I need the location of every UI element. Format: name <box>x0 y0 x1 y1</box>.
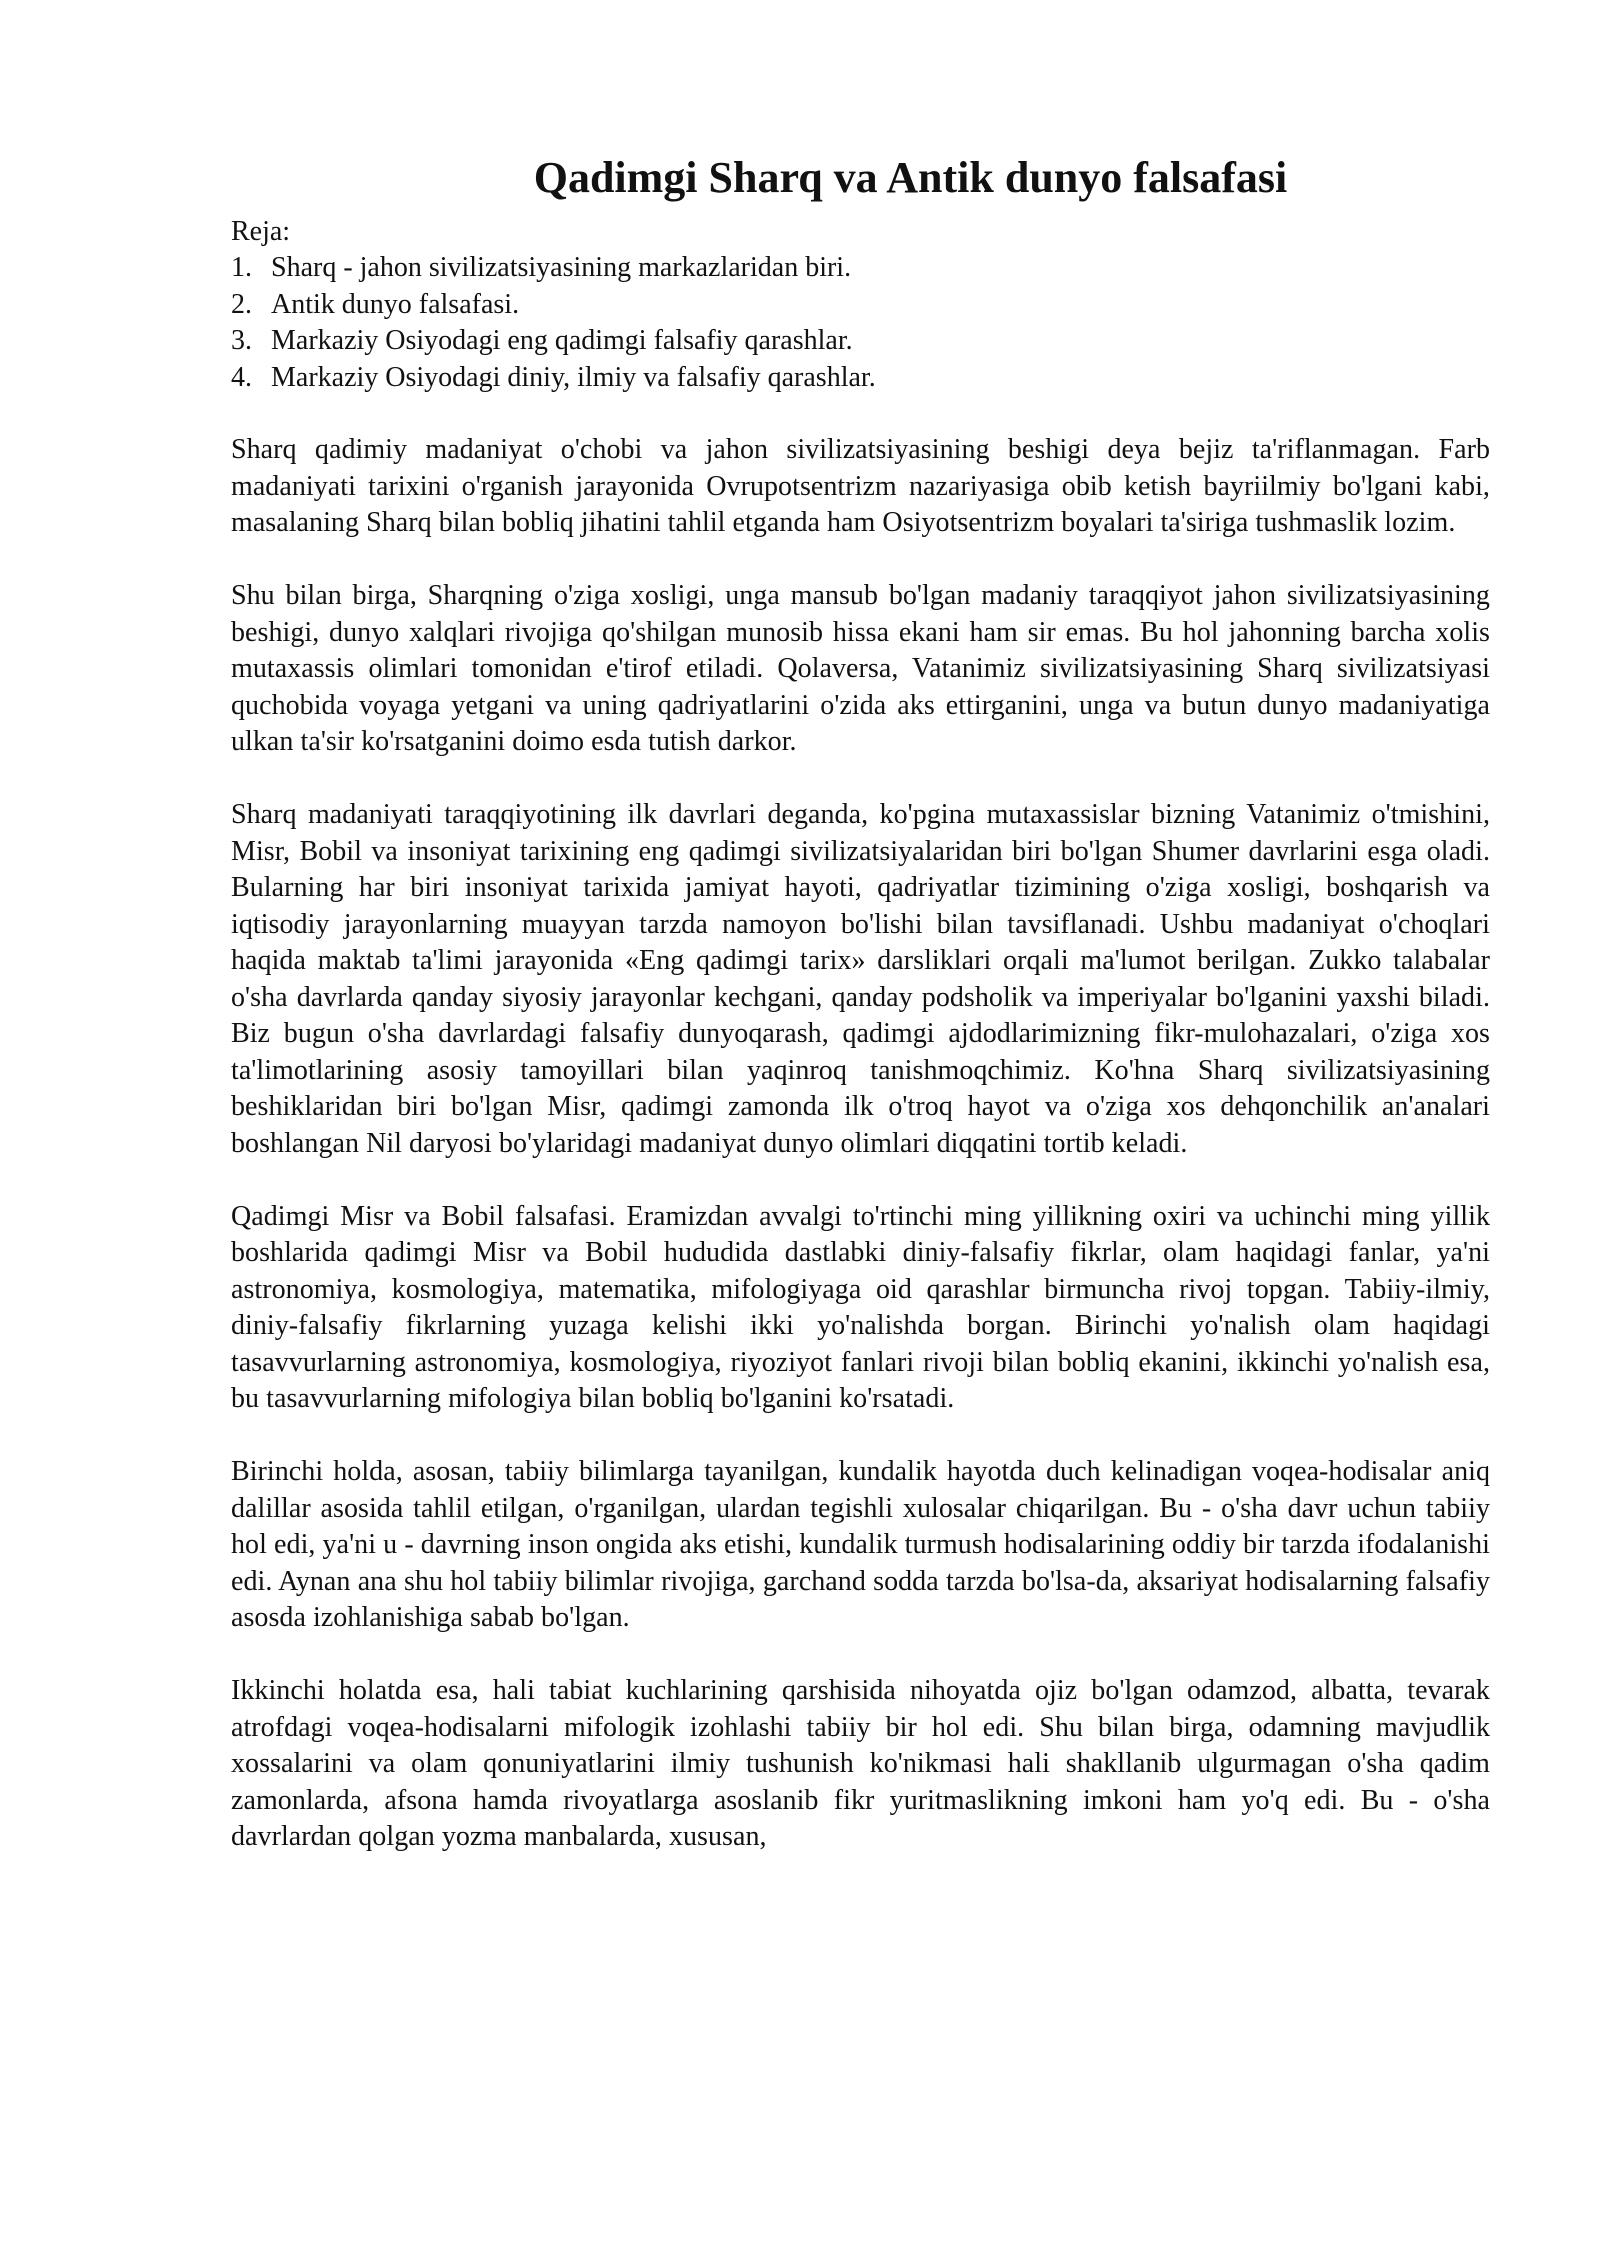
body-paragraph: Sharq qadimiy madaniyat o'chobi va jahon sivilizatsiyasining beshigi deya bejiz ta'riflanmagan. Farb madaniyati tarixini o'rganish jarayonida Ovrupotsentrizm nazariyasiga obib ketish bayriilmiy bo'lgani kabi, masalaning Sharq bilan bobliq jihatini tahlil etganda ham Osiyotsentrizm boyalari ta'siriga tushmaslik lozim. <box>231 434 1490 538</box>
body-paragraph: Birinchi holda, asosan, tabiiy bilimlarga tayanilgan, kundalik hayotda duch kelinadigan voqea-hodisalar aniq dalillar asosida tahlil etilgan, o'rganilgan, ulardan tegishli xulosalar chiqarilgan. Bu - o'sha davr uchun tabiiy hol edi, ya'ni u - davrning inson ongida aks etishi, kundalik turmush hodisalarining oddiy bir tarzda ifodalanishi edi. Aynan ana shu hol tabiiy bilimlar rivojiga, garchand sodda tarzda bo'lsa-da, aksariyat hodisalarning falsafiy asosda izohlanishiga sabab bo'lgan. <box>231 1456 1490 1633</box>
plan-item <box>231 360 1490 397</box>
body-paragraph: Qadimgi Misr va Bobil falsafasi. Eramizdan avvalgi to'rtinchi ming yillikning oxiri va uchinchi ming yillik boshlarida qadimgi Misr va Bobil hududida dastlabki diniy-falsafiy fikrlar, olam haqidagi fanlar, ya'ni astronomiya, kosmologiya, matematika, mifologiyaga oid qarashlar birmuncha rivoj topgan. Tabiiy-ilmiy, diniy-falsafiy fikrlarning yuzaga kelishi ikki yo'nalishda borgan. Birinchi yo'nalish olam haqidagi tasavvurlarning astronomiya, kosmologiya, riyoziyot fanlari rivoji bilan bobliq ekanini, ikkinchi yo'nalish esa, bu tasavvurlarning mifologiya bilan bobliq bo'lganini ko'rsatadi. <box>231 1200 1490 1414</box>
plan-item-number: 1. <box>231 252 252 283</box>
plan-item <box>231 323 1490 360</box>
plan-item-text: Antik dunyo falsafasi. <box>271 288 520 320</box>
plan-item-number: 4. <box>231 361 252 393</box>
plan-item <box>231 287 1490 324</box>
plan-item <box>231 250 1490 287</box>
plan-item-text: Markaziy Osiyodagi eng qadimgi falsafiy qarashlar. <box>271 325 853 356</box>
body-paragraph: Shu bilan birga, Sharqning o'ziga xosligi, unga mansub bo'lgan madaniy taraqqiyot jahon sivilizatsiyasining beshigi, dunyo xalqlari rivojiga qo'shilgan munosib hissa ekani ham sir emas. Bu hol jahonning barcha xolis mutaxassis olimlari tomonidan e'tirof etiladi. Qolaversa, Vatanimiz sivilizatsiyasining Sharq sivilizatsiyasi quchobida voyaga yetgani va uning qadriyatlarini o'zida aks ettirganini, unga va butun dunyo madaniyatiga ulkan ta'sir ko'rsatganini doimo esda tutish darkor. <box>231 580 1490 757</box>
plan-list <box>231 250 1490 396</box>
document-title: Qadimgi Sharq va Antik dunyo falsafasi <box>533 153 1288 202</box>
plan-item-text: Markaziy Osiyodagi diniy, ilmiy va falsafiy qarashlar. <box>271 361 876 393</box>
plan-item-number: 2. <box>231 288 252 320</box>
plan-item-number: 3. <box>231 325 252 356</box>
body-paragraph: Sharq madaniyati taraqqiyotining ilk davrlari deganda, ko'pgina mutaxassislar bizning Vatanimiz o'tmishini, Misr, Bobil va insoniyat tarixining eng qadimgi sivilizatsiyalaridan biri bo'lgan Shumer davrlarini esga oladi. Bularning har biri insoniyat tarixida jamiyat hayoti, qadriyatlar tizimining o'ziga xosligi, boshqarish va iqtisodiy jarayonlarning muayyan tarzda namoyon bo'lishi bilan tavsiflanadi. Ushbu madaniyat o'choqlari haqida maktab ta'limi jarayonida «Eng qadimgi tarix» darsliklari orqali ma'lumot berilgan. Zukko talabalar o'sha davrlarda qanday siyosiy jarayonlar kechgani, qanday podsholik va imperiyalar bo'lganini yaxshi biladi. Biz bugun o'sha davrlardagi falsafiy dunyoqarash, qadimgi ajdodlarimizning fikr-mulohazalari, o'ziga xos ta'limotlarining asosiy tamoyillari bilan yaqinroq tanishmoqchimiz. Ko'hna Sharq sivilizatsiyasining beshiklaridan biri bo'lgan Misr, qadimgi zamonda ilk o'troq hayot va o'ziga xos dehqonchilik an'analari boshlangan Nil daryosi bo'ylaridagi madaniyat dunyo olimlari diqqatini tortib keladi. <box>231 799 1490 1159</box>
body-paragraph: Ikkinchi holatda esa, hali tabiat kuchlarining qarshisida nihoyatda ojiz bo'lgan odamzod, albatta, tevarak atrofdagi voqea-hodisalarni mifologik izohlashi tabiiy bir hol edi. Shu bilan birga, odamning mavjudlik xossalarini va olam qonuniyatlarini ilmiy tushunish ko'nikmasi hali shakllanib ulgurmagan o'sha qadim zamonlarda, afsona hamda rivoyatlarga asoslanib fikr yuritmaslikning imkoni ham yo'q edi. Bu - o'sha davrlardan qolgan yozma manbalarda, xususan, <box>231 1675 1490 1852</box>
plan-label: Reja: <box>231 216 291 247</box>
plan-item-text: Sharq - jahon sivilizatsiyasining markazlaridan biri. <box>271 252 852 283</box>
document-page <box>231 150 1490 1892</box>
